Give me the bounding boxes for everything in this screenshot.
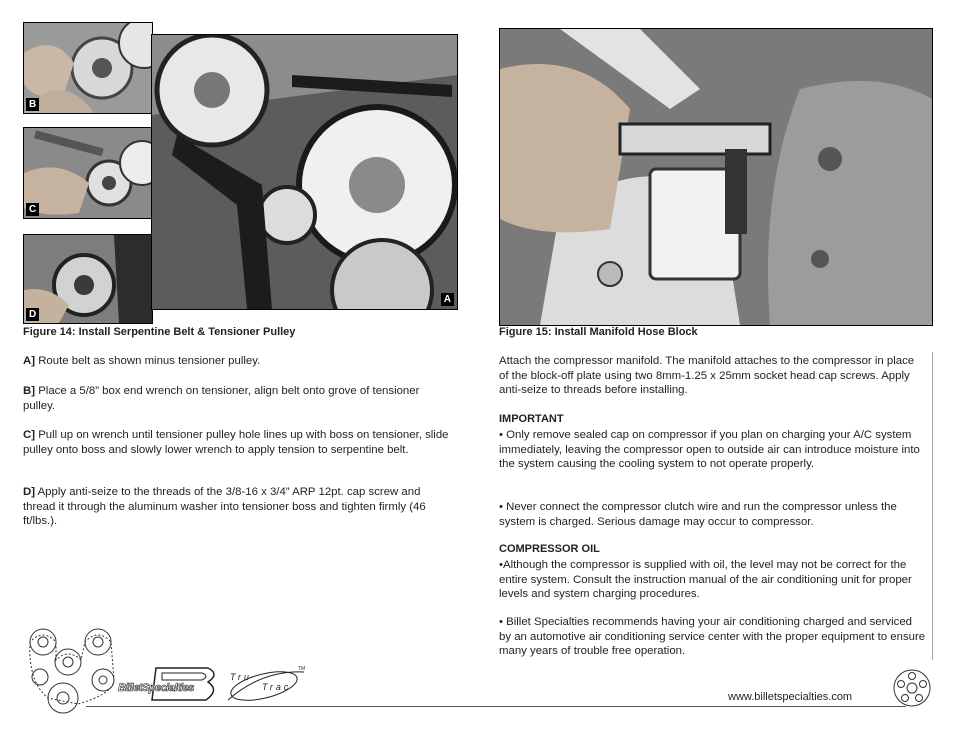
trac-text: Trac	[262, 682, 292, 692]
billet-specialties-wordmark: BilletSpecialties	[118, 682, 194, 694]
oil-note-2: • Billet Specialties recommends having your air conditioning charged and serviced by an automotive air conditioning service center with the proper equipment to ensure many years of trouble free operation.	[499, 616, 926, 657]
step-d: D] Apply anti-seize to the threads of the 3/8-16 x 3/4” ARP 12pt. cap screw and thread it through the aluminum washer into tensioner boss and tighten firmly (46 ft/lbs.).	[23, 486, 426, 527]
step-b: B] Place a 5/8” box end wrench on tensioner, align belt onto grove of tensioner pulley.	[23, 385, 420, 412]
inset-photo-d	[23, 234, 153, 324]
compressor-oil-heading: COMPRESSOR OIL	[499, 543, 600, 555]
inset-label-d: D	[26, 308, 39, 321]
inset-label-c: C	[26, 203, 39, 216]
tru-text: Tru	[230, 672, 252, 682]
website-url: www.billetspecialties.com	[728, 691, 853, 703]
right-column-rule	[932, 352, 933, 660]
inset-photo-b	[23, 22, 153, 114]
inset-photo-c	[23, 127, 153, 219]
tru-trac-logo	[222, 666, 308, 704]
figure-14-caption: Figure 14: Install Serpentine Belt & Tensioner Pulley	[23, 326, 296, 338]
oil-note-1: •Although the compressor is supplied with oil, the level may not be correct for the entire system. Consult the instruction manual of the air conditioning unit for proper levels and system charging procedures.	[499, 559, 912, 600]
footer-rule	[86, 706, 906, 707]
important-heading: IMPORTANT	[499, 413, 564, 425]
main-engine-photo	[151, 34, 458, 310]
manifold-photo	[499, 28, 933, 326]
figure-15-caption: Figure 15: Install Manifold Hose Block	[499, 326, 698, 338]
billet-specialties-logo	[116, 662, 221, 706]
inset-label-b: B	[26, 98, 39, 111]
pulley-wheel-icon	[892, 668, 932, 708]
important-note-1: • Only remove sealed cap on compressor if you plan on charging your A/C system immediately, leaving the compressor open to outside air can introduce moisture into the system causing the cooling system to not operate properly.	[499, 429, 920, 470]
step-c: C] Pull up on wrench until tensioner pulley hole lines up with boss on tensioner, slide pulley onto boss and slowly lower wrench to apply tension to serpentine belt.	[23, 429, 449, 456]
trademark-text: TM	[298, 666, 306, 672]
manifold-intro: Attach the compressor manifold. The manifold attaches to the compressor in place of the block-off plate using two 8mm-1.25 x 25mm socket head cap screws. Apply anti-seize to threads before installing.	[499, 355, 915, 396]
important-note-2: • Never connect the compressor clutch wire and run the compressor unless the system is charged. Serious damage may occur to compressor.	[499, 501, 897, 528]
step-a: A] Route belt as shown minus tensioner pulley.	[23, 355, 261, 367]
main-photo-label-a: A	[441, 293, 454, 306]
pulley-diagram-icon	[18, 622, 120, 714]
